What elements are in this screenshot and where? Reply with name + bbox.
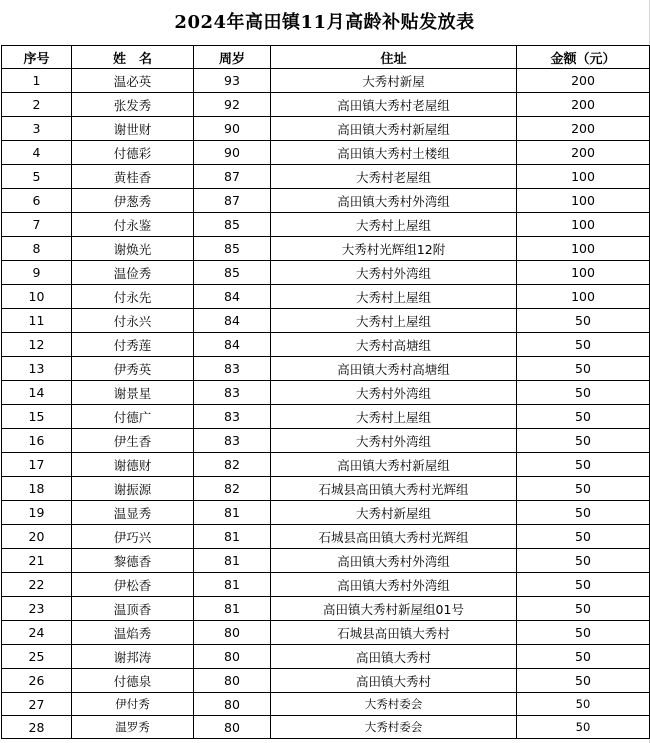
cell-address: 大秀村委会 <box>271 693 517 716</box>
header-amount: 金额（元） <box>517 46 650 69</box>
cell-serial-number: 2 <box>2 93 72 117</box>
cell-amount: 50 <box>517 309 650 333</box>
cell-serial-number: 12 <box>2 333 72 357</box>
cell-amount: 50 <box>517 453 650 477</box>
cell-address: 石城县高田镇大秀村光辉组 <box>271 477 517 501</box>
cell-name: 付秀莲 <box>72 333 194 357</box>
cell-address: 高田镇大秀村高塘组 <box>271 357 517 381</box>
cell-amount: 100 <box>517 261 650 285</box>
cell-name: 付永兴 <box>72 309 194 333</box>
cell-address: 石城县高田镇大秀村光辉组 <box>271 525 517 549</box>
cell-address: 高田镇大秀村土楼组 <box>271 141 517 165</box>
table-row <box>2 501 650 525</box>
header-age: 周岁 <box>194 46 271 69</box>
cell-age: 81 <box>194 525 271 549</box>
cell-address: 大秀村委会 <box>271 716 517 739</box>
cell-serial-number: 17 <box>2 453 72 477</box>
subsidy-table <box>1 45 650 739</box>
cell-age: 87 <box>194 189 271 213</box>
cell-amount: 200 <box>517 93 650 117</box>
cell-age: 84 <box>194 285 271 309</box>
cell-age: 81 <box>194 573 271 597</box>
cell-name: 温必英 <box>72 69 194 93</box>
cell-serial-number: 20 <box>2 525 72 549</box>
cell-serial-number: 1 <box>2 69 72 93</box>
cell-age: 81 <box>194 501 271 525</box>
cell-serial-number: 21 <box>2 549 72 573</box>
cell-address: 高田镇大秀村新屋组 <box>271 117 517 141</box>
header-address: 住址 <box>271 46 517 69</box>
table-row <box>2 93 650 117</box>
cell-serial-number: 26 <box>2 669 72 693</box>
cell-age: 85 <box>194 213 271 237</box>
cell-serial-number: 10 <box>2 285 72 309</box>
cell-amount: 50 <box>517 357 650 381</box>
cell-age: 85 <box>194 261 271 285</box>
cell-age: 84 <box>194 309 271 333</box>
cell-amount: 100 <box>517 237 650 261</box>
table-row <box>2 333 650 357</box>
cell-address: 大秀村外湾组 <box>271 429 517 453</box>
cell-serial-number: 16 <box>2 429 72 453</box>
cell-age: 84 <box>194 333 271 357</box>
cell-address: 大秀村新屋组 <box>271 501 517 525</box>
cell-age: 83 <box>194 381 271 405</box>
cell-age: 80 <box>194 621 271 645</box>
cell-age: 82 <box>194 453 271 477</box>
table-row <box>2 213 650 237</box>
cell-name: 张发秀 <box>72 93 194 117</box>
table-row <box>2 237 650 261</box>
cell-name: 谢世财 <box>72 117 194 141</box>
cell-address: 大秀村上屋组 <box>271 285 517 309</box>
cell-amount: 50 <box>517 693 650 716</box>
cell-name: 付德广 <box>72 405 194 429</box>
cell-address: 大秀村老屋组 <box>271 165 517 189</box>
cell-address: 大秀村光辉组12附 <box>271 237 517 261</box>
cell-name: 伊秀英 <box>72 357 194 381</box>
cell-name: 谢焕光 <box>72 237 194 261</box>
cell-amount: 200 <box>517 69 650 93</box>
cell-address: 大秀村新屋 <box>271 69 517 93</box>
cell-serial-number: 4 <box>2 141 72 165</box>
cell-name: 付德彩 <box>72 141 194 165</box>
cell-name: 黄桂香 <box>72 165 194 189</box>
cell-name: 付永鉴 <box>72 213 194 237</box>
cell-amount: 200 <box>517 117 650 141</box>
cell-address: 高田镇大秀村 <box>271 669 517 693</box>
cell-age: 90 <box>194 117 271 141</box>
cell-address: 大秀村上屋组 <box>271 213 517 237</box>
cell-address: 高田镇大秀村 <box>271 645 517 669</box>
cell-address: 高田镇大秀村老屋组 <box>271 93 517 117</box>
table-row <box>2 405 650 429</box>
cell-amount: 200 <box>517 141 650 165</box>
cell-age: 92 <box>194 93 271 117</box>
table-header-row <box>2 46 650 69</box>
cell-amount: 50 <box>517 669 650 693</box>
cell-name: 伊松香 <box>72 573 194 597</box>
cell-serial-number: 13 <box>2 357 72 381</box>
cell-name: 谢振源 <box>72 477 194 501</box>
cell-age: 81 <box>194 549 271 573</box>
cell-serial-number: 27 <box>2 693 72 716</box>
table-row <box>2 525 650 549</box>
cell-name: 温俭秀 <box>72 261 194 285</box>
cell-serial-number: 6 <box>2 189 72 213</box>
cell-amount: 50 <box>517 405 650 429</box>
cell-amount: 100 <box>517 285 650 309</box>
cell-name: 付永先 <box>72 285 194 309</box>
cell-amount: 50 <box>517 549 650 573</box>
cell-serial-number: 14 <box>2 381 72 405</box>
cell-age: 87 <box>194 165 271 189</box>
cell-amount: 50 <box>517 333 650 357</box>
cell-serial-number: 19 <box>2 501 72 525</box>
cell-name: 谢德财 <box>72 453 194 477</box>
cell-age: 80 <box>194 645 271 669</box>
cell-address: 大秀村上屋组 <box>271 309 517 333</box>
cell-name: 伊巧兴 <box>72 525 194 549</box>
table-row <box>2 716 650 739</box>
cell-amount: 50 <box>517 429 650 453</box>
cell-amount: 100 <box>517 213 650 237</box>
table-row <box>2 573 650 597</box>
cell-age: 80 <box>194 716 271 739</box>
table-row <box>2 141 650 165</box>
table-row <box>2 453 650 477</box>
cell-age: 85 <box>194 237 271 261</box>
cell-amount: 50 <box>517 501 650 525</box>
cell-amount: 50 <box>517 381 650 405</box>
cell-age: 83 <box>194 429 271 453</box>
table-row <box>2 261 650 285</box>
table-row <box>2 285 650 309</box>
cell-name: 伊付秀 <box>72 693 194 716</box>
cell-serial-number: 22 <box>2 573 72 597</box>
cell-serial-number: 9 <box>2 261 72 285</box>
cell-serial-number: 28 <box>2 716 72 739</box>
cell-address: 高田镇大秀村外湾组 <box>271 573 517 597</box>
header-serial-number: 序号 <box>2 46 72 69</box>
cell-serial-number: 7 <box>2 213 72 237</box>
sheet-title: 2024年高田镇11月高龄补贴发放表 <box>174 12 475 33</box>
cell-age: 82 <box>194 477 271 501</box>
table-row <box>2 189 650 213</box>
table-row <box>2 117 650 141</box>
cell-name: 谢景星 <box>72 381 194 405</box>
table-row <box>2 429 650 453</box>
cell-name: 温顶香 <box>72 597 194 621</box>
cell-serial-number: 18 <box>2 477 72 501</box>
cell-name: 温焰秀 <box>72 621 194 645</box>
cell-serial-number: 3 <box>2 117 72 141</box>
cell-name: 温显秀 <box>72 501 194 525</box>
table-row <box>2 693 650 716</box>
cell-amount: 100 <box>517 165 650 189</box>
cell-age: 90 <box>194 141 271 165</box>
cell-address: 大秀村外湾组 <box>271 261 517 285</box>
cell-amount: 50 <box>517 477 650 501</box>
cell-name: 伊生香 <box>72 429 194 453</box>
cell-name: 伊葱秀 <box>72 189 194 213</box>
cell-amount: 50 <box>517 573 650 597</box>
cell-amount: 50 <box>517 621 650 645</box>
cell-address: 石城县高田镇大秀村 <box>271 621 517 645</box>
cell-address: 大秀村上屋组 <box>271 405 517 429</box>
table-row <box>2 165 650 189</box>
cell-amount: 50 <box>517 645 650 669</box>
table-row <box>2 357 650 381</box>
cell-name: 温罗秀 <box>72 716 194 739</box>
cell-address: 大秀村高塘组 <box>271 333 517 357</box>
table-row <box>2 645 650 669</box>
cell-name: 付德泉 <box>72 669 194 693</box>
cell-address: 高田镇大秀村新屋组 <box>271 453 517 477</box>
table-row <box>2 309 650 333</box>
cell-amount: 100 <box>517 189 650 213</box>
cell-name: 谢邦涛 <box>72 645 194 669</box>
table-row <box>2 549 650 573</box>
cell-amount: 50 <box>517 597 650 621</box>
cell-address: 高田镇大秀村外湾组 <box>271 189 517 213</box>
cell-amount: 50 <box>517 525 650 549</box>
cell-age: 81 <box>194 597 271 621</box>
cell-serial-number: 15 <box>2 405 72 429</box>
cell-serial-number: 11 <box>2 309 72 333</box>
table-row <box>2 381 650 405</box>
cell-serial-number: 5 <box>2 165 72 189</box>
cell-age: 80 <box>194 669 271 693</box>
table-row <box>2 477 650 501</box>
cell-age: 83 <box>194 405 271 429</box>
cell-address: 高田镇大秀村新屋组01号 <box>271 597 517 621</box>
cell-amount: 50 <box>517 716 650 739</box>
cell-serial-number: 25 <box>2 645 72 669</box>
table-row <box>2 669 650 693</box>
header-name: 姓 名 <box>72 46 194 69</box>
cell-serial-number: 24 <box>2 621 72 645</box>
cell-address: 大秀村外湾组 <box>271 381 517 405</box>
cell-age: 83 <box>194 357 271 381</box>
cell-age: 93 <box>194 69 271 93</box>
table-body <box>2 69 650 739</box>
cell-serial-number: 8 <box>2 237 72 261</box>
table-row <box>2 621 650 645</box>
cell-name: 黎德香 <box>72 549 194 573</box>
table-row <box>2 69 650 93</box>
cell-serial-number: 23 <box>2 597 72 621</box>
table-row <box>2 597 650 621</box>
cell-address: 高田镇大秀村外湾组 <box>271 549 517 573</box>
cell-age: 80 <box>194 693 271 716</box>
